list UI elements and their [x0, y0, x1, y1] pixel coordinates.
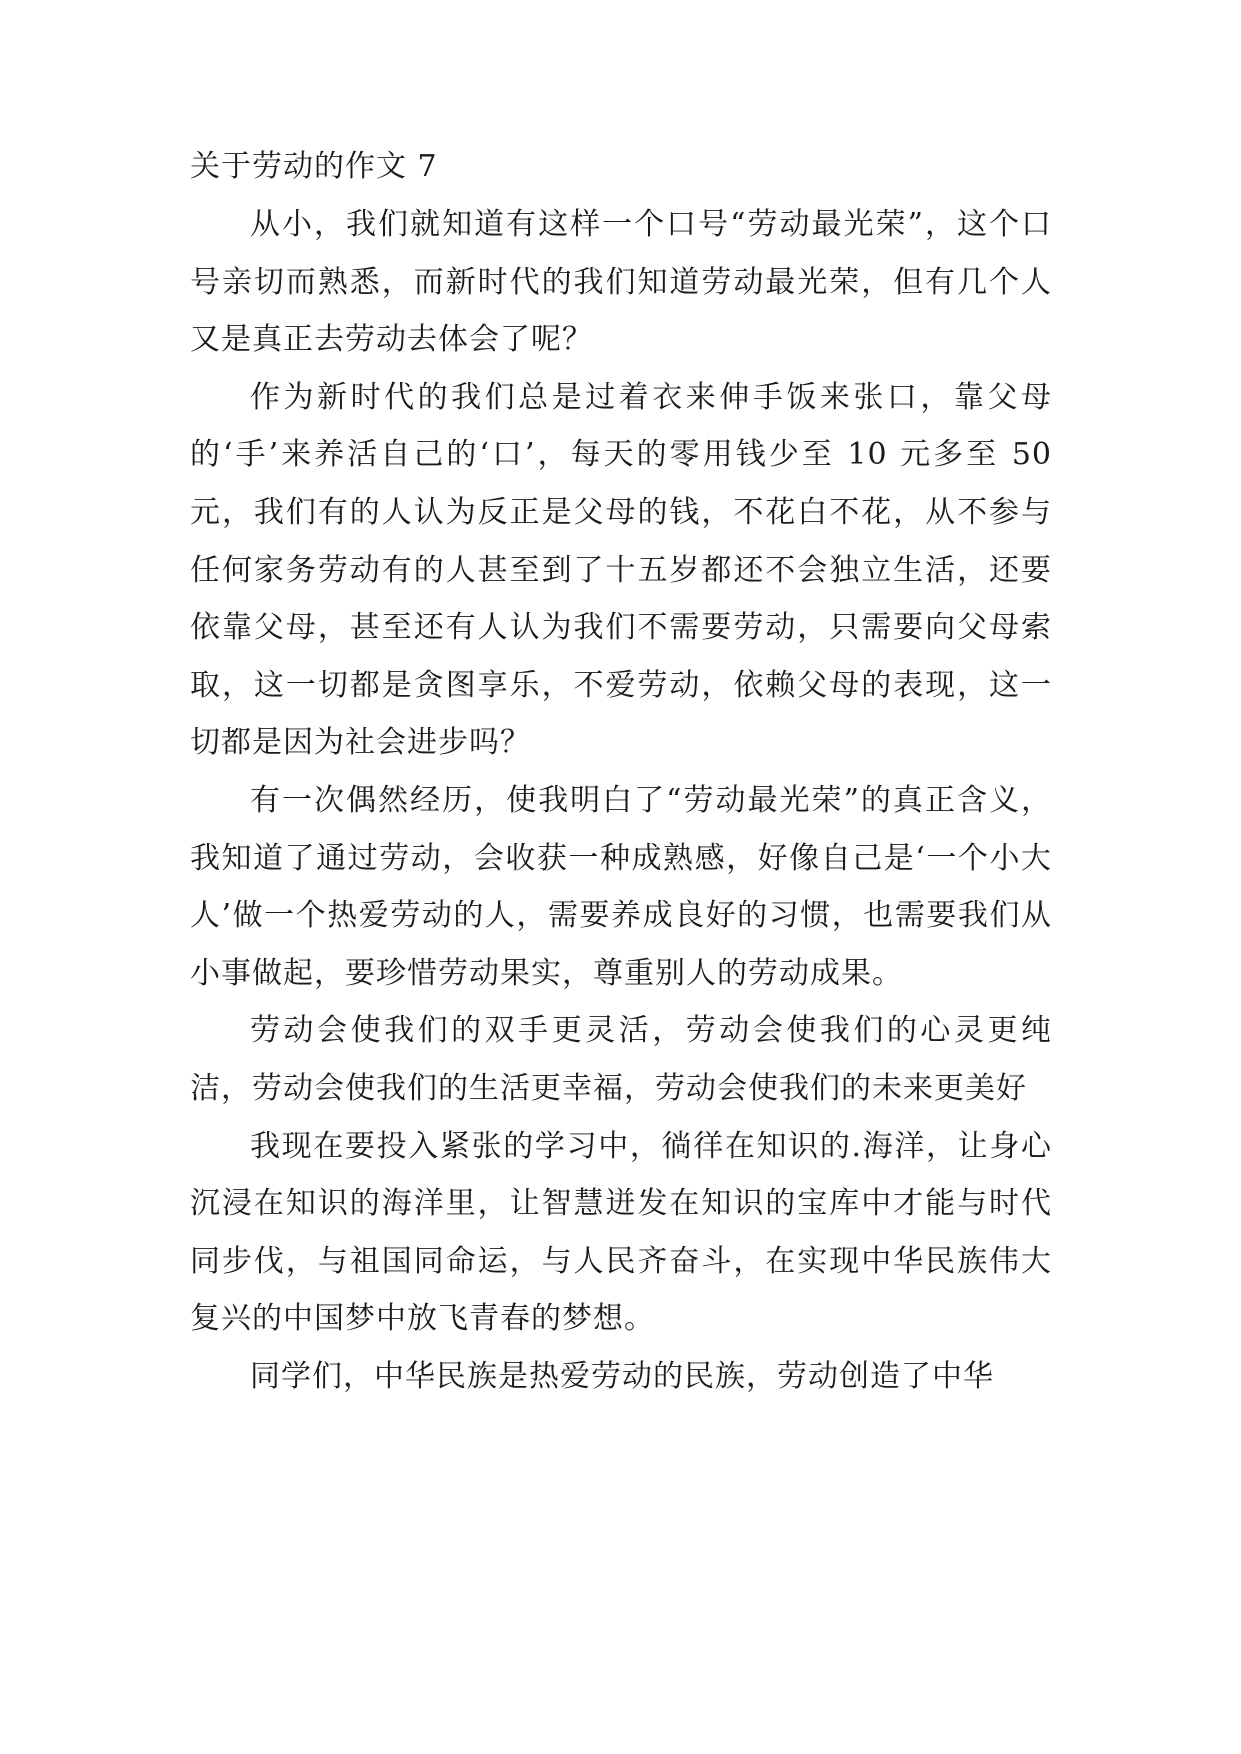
document-body: [190, 138, 1052, 1405]
paragraph-4: 劳动会使我们的双手更灵活，劳动会使我们的心灵更纯洁，劳动会使我们的生活更幸福，劳动会使我们的未来更美好: [190, 1013, 1052, 1106]
paragraph-6: 同学们，中华民族是热爱劳动的民族，劳动创造了中华: [250, 1358, 994, 1394]
paragraph-1: 从小，我们就知道有这样一个口号“劳动最光荣”，这个口号亲切而熟悉，而新时代的我们知道劳动最光荣，但有几个人又是真正去劳动去体会了呢？: [190, 207, 1052, 358]
paragraph-3: 有一次偶然经历，使我明白了“劳动最光荣”的真正含义，我知道了通过劳动，会收获一种成熟感，好像自己是‘一个小大人’做一个热爱劳动的人，需要养成良好的习惯，也需要我们从小事做起，要珍惜劳动果实，尊重别人的劳动成果。: [190, 782, 1052, 991]
paragraph-2: 作为新时代的我们总是过着衣来伸手饭来张口，靠父母的‘手’来养活自己的‘口’，每天的零用钱少至 10 元多至 50 元，我们有的人认为反正是父母的钱，不花白不花，从不参与任何家务劳动有的人甚至到了十五岁都还不会独立生活，还要依靠父母，甚至还有人认为我们不需要劳动，只需要向父母索取，这一切都是贪图享乐，不爱劳动，依赖父母的表现，这一切都是因为社会进步吗？: [190, 379, 1052, 761]
paragraph-5: 我现在要投入紧张的学习中，徜徉在知识的.海洋，让身心沉浸在知识的海洋里，让智慧迸发在知识的宝库中才能与时代同步伐，与祖国同命运，与人民齐奋斗，在实现中华民族伟大复兴的中国梦中放飞青春的梦想。: [190, 1128, 1052, 1337]
document-title: 关于劳动的作文 7: [190, 149, 438, 184]
